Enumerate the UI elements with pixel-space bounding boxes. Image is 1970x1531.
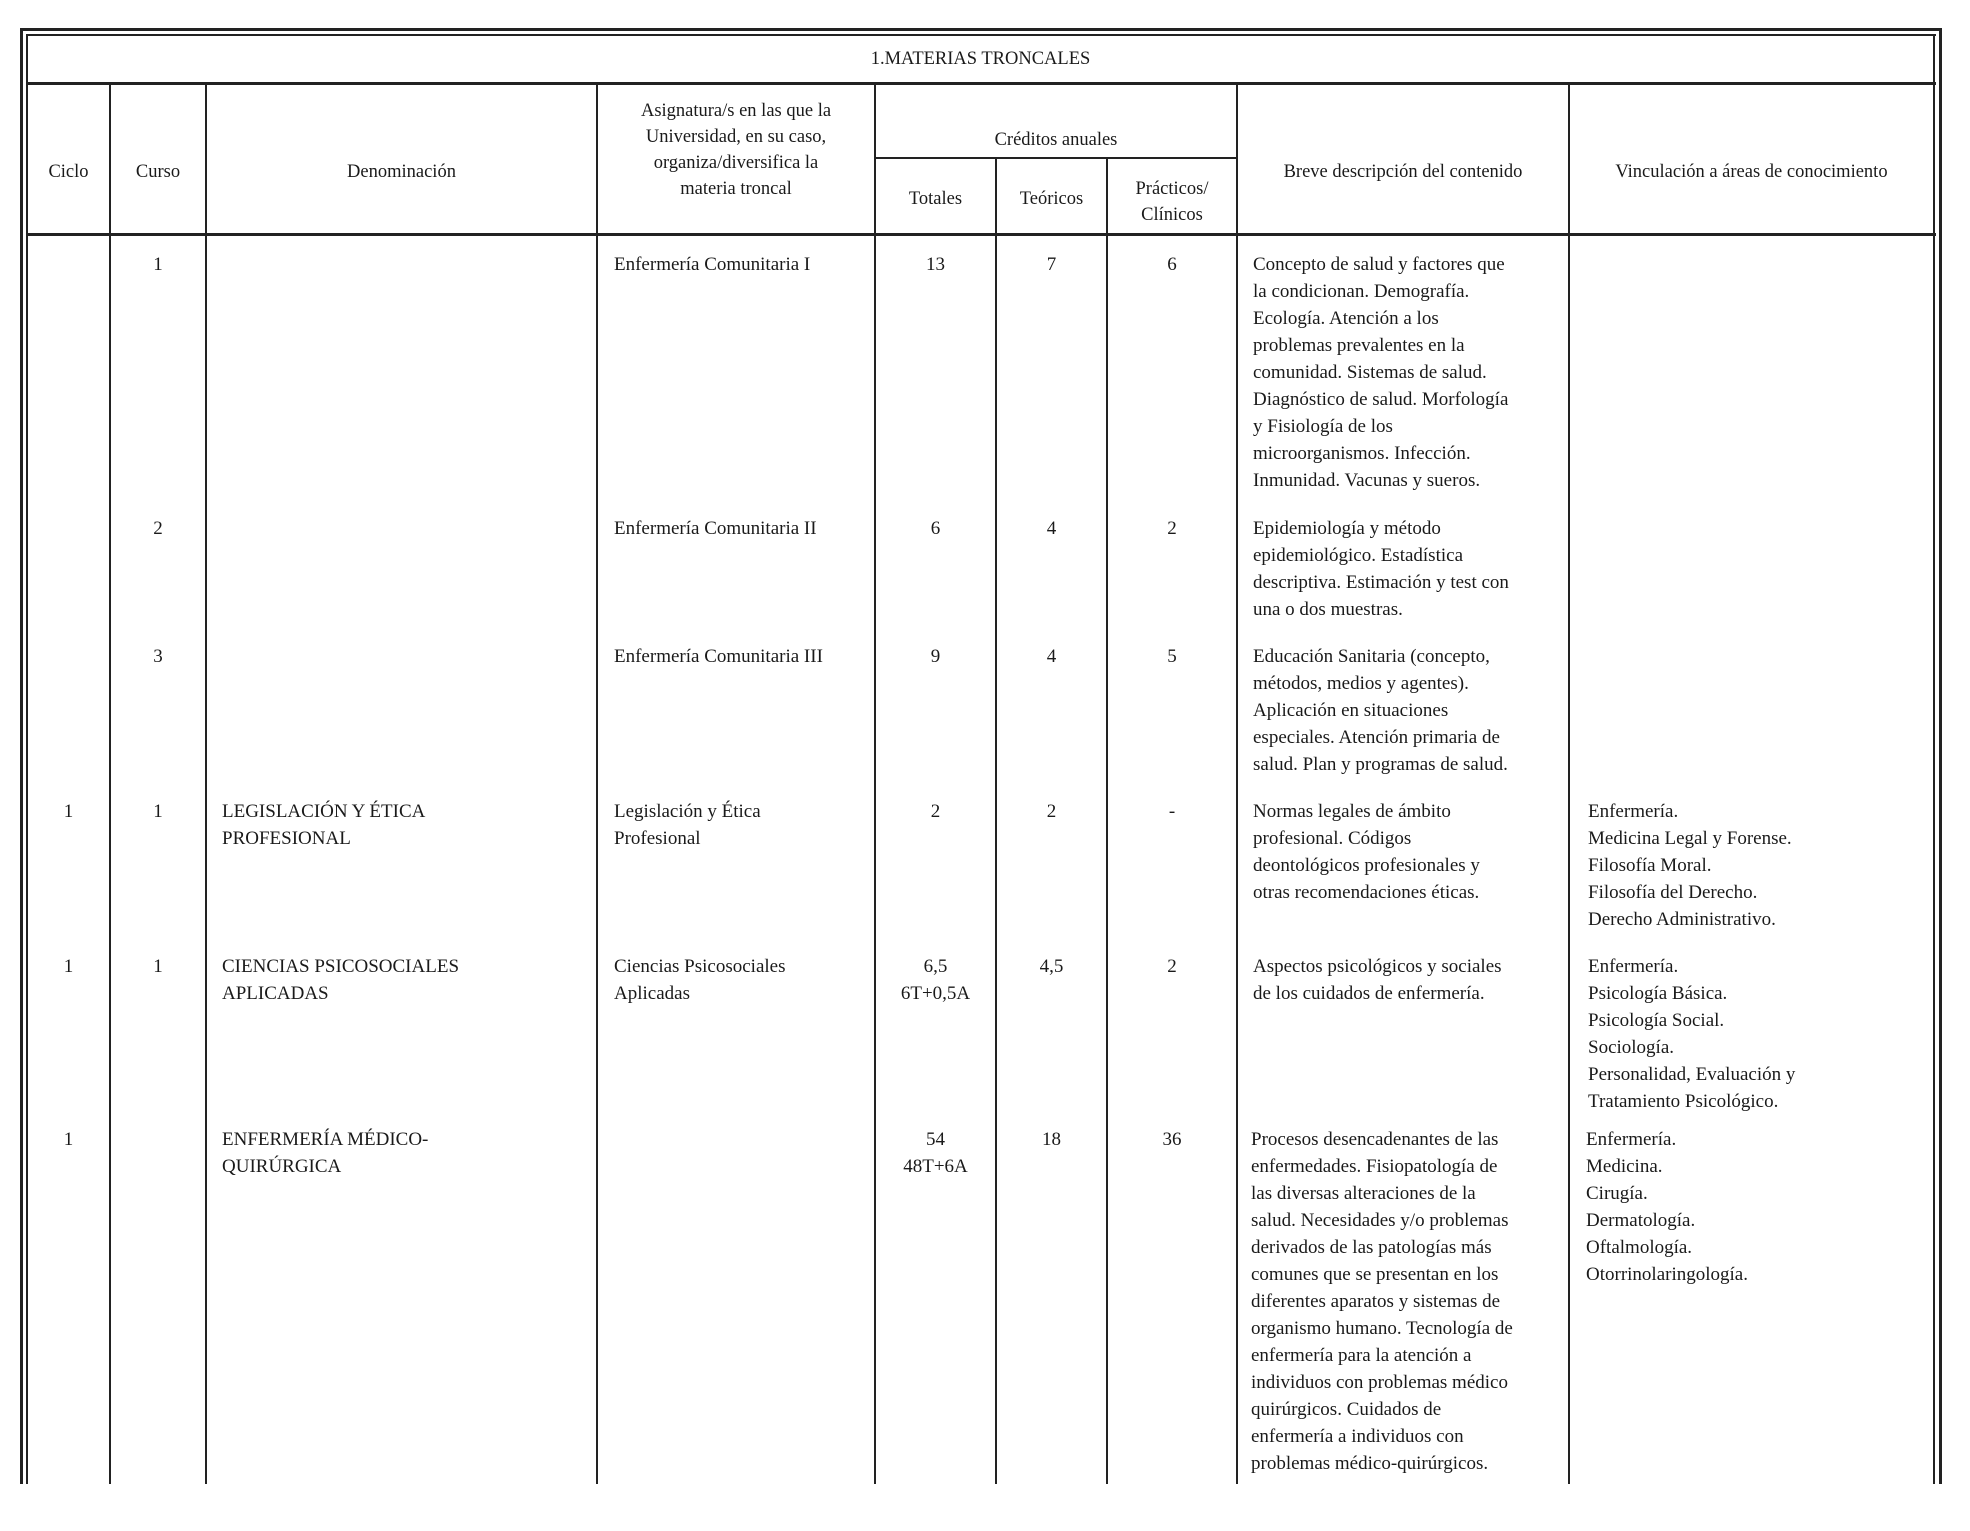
row-3-teoricos: 4 xyxy=(1046,646,1057,667)
row-4-vinculacion: Enfermería. Medicina Legal y Forense. Filosofía Moral. Filosofía del Derecho. Derecho Administrativo. xyxy=(1588,801,1792,930)
row-5-totales: 6,5 6T+0,5A xyxy=(900,956,971,1004)
row-3-curso: 3 xyxy=(153,646,163,667)
row-3-asignatura: Enfermería Comunitaria III xyxy=(614,646,823,667)
title-rule xyxy=(26,82,1936,85)
row-5-descripcion: Aspectos psicológicos y sociales de los cuidados de enfermería. xyxy=(1253,956,1502,1004)
row-6-descripcion: Procesos desencadenantes de las enfermedades. Fisiopatología de las diversas alteraciones de la salud. Necesidades y/o problemas derivados de las patologías más comunes que se presentan en los diferentes aparatos y sistemas de organismo humano. Tecnología de enfermería para la atención a individuos con problemas médico quirúrgicos. Cuidados de enfermería a individuos con problemas médico-quirúrgicos. xyxy=(1251,1129,1513,1474)
row-5-ciclo: 1 xyxy=(63,956,74,977)
row-5-practicos: 2 xyxy=(1167,956,1177,977)
row-1-asignatura: Enfermería Comunitaria I xyxy=(614,254,811,275)
frame-left-outer xyxy=(20,28,23,1484)
header-teoricos: Teóricos xyxy=(1019,189,1084,209)
row-1-totales: 13 xyxy=(926,254,945,275)
row-6-ciclo: 1 xyxy=(63,1129,74,1150)
row-2-asignatura: Enfermería Comunitaria II xyxy=(614,518,817,539)
row-5-asignatura: Ciencias Psicosociales Aplicadas xyxy=(614,956,786,1004)
row-1-practicos: 6 xyxy=(1167,254,1177,275)
header-bottom-rule xyxy=(26,233,1936,236)
frame-left-inner xyxy=(26,34,28,1484)
row-2-curso: 2 xyxy=(153,518,163,539)
row-4-totales: 2 xyxy=(930,801,941,822)
row-5-vinculacion: Enfermería. Psicología Básica. Psicología Social. Sociología. Personalidad, Evaluación y Tratamiento Psicológico. xyxy=(1588,956,1796,1112)
frame-right-inner xyxy=(1933,34,1935,1484)
header-denominacion: Denominación xyxy=(347,162,456,182)
header-creditos-anuales: Créditos anuales xyxy=(994,130,1118,150)
row-4-curso: 1 xyxy=(153,801,163,822)
header-ciclo: Ciclo xyxy=(48,162,89,182)
row-1-teoricos: 7 xyxy=(1046,254,1057,275)
row-1-descripcion: Concepto de salud y factores que la condicionan. Demografía. Ecología. Atención a los problemas prevalentes en la comunidad. Sistemas de salud. Diagnóstico de salud. Morfología y Fisiología de los microorganismos. Infección. Inmunidad. Vacunas y sueros. xyxy=(1253,254,1509,491)
row-2-teoricos: 4 xyxy=(1046,518,1057,539)
row-5-denominacion: CIENCIAS PSICOSOCIALES APLICADAS xyxy=(222,956,460,1004)
col-rule-2 xyxy=(205,82,207,1484)
row-6-vinculacion: Enfermería. Medicina. Cirugía. Dermatología. Oftalmología. Otorrinolaringología. xyxy=(1586,1129,1748,1285)
row-2-totales: 6 xyxy=(930,518,941,539)
row-6-practicos: 36 xyxy=(1162,1129,1182,1150)
row-5-teoricos: 4,5 xyxy=(1039,956,1064,977)
row-4-denominacion: LEGISLACIÓN Y ÉTICA PROFESIONAL xyxy=(222,801,426,849)
row-4-teoricos: 2 xyxy=(1046,801,1057,822)
row-3-descripcion: Educación Sanitaria (concepto, métodos, medios y agentes). Aplicación en situaciones especiales. Atención primaria de salud. Plan y programas de salud. xyxy=(1253,646,1508,775)
col-rule-8 xyxy=(1568,82,1570,1484)
frame-top-inner xyxy=(26,34,1936,36)
row-6-denominacion: ENFERMERÍA MÉDICO- QUIRÚRGICA xyxy=(222,1129,429,1177)
creditos-rule xyxy=(874,157,1238,159)
row-5-curso: 1 xyxy=(153,956,163,977)
row-6-teoricos: 18 xyxy=(1042,1129,1061,1150)
header-curso: Curso xyxy=(135,162,181,182)
row-4-practicos: - xyxy=(1168,801,1176,822)
frame-right-outer xyxy=(1939,28,1942,1484)
header-descripcion: Breve descripción del contenido xyxy=(1283,162,1523,182)
row-3-practicos: 5 xyxy=(1167,646,1177,667)
col-rule-3 xyxy=(596,82,598,1484)
frame-top-outer xyxy=(20,28,1942,31)
header-vinculacion: Vinculación a áreas de conocimiento xyxy=(1615,162,1888,182)
row-6-totales: 54 48T+6A xyxy=(903,1129,968,1177)
col-rule-7 xyxy=(1236,82,1238,1484)
row-4-descripcion: Normas legales de ámbito profesional. Códigos deontológicos profesionales y otras recomendaciones éticas. xyxy=(1253,801,1480,903)
col-rule-4 xyxy=(874,82,876,1484)
row-4-ciclo: 1 xyxy=(63,801,74,822)
row-3-totales: 9 xyxy=(930,646,941,667)
row-4-asignatura: Legislación y Ética Profesional xyxy=(614,801,761,849)
header-practicos-clinicos: Prácticos/ Clínicos xyxy=(1135,179,1209,225)
header-totales: Totales xyxy=(908,189,963,209)
table-title: 1.MATERIAS TRONCALES xyxy=(870,49,1091,69)
row-2-practicos: 2 xyxy=(1167,518,1177,539)
row-1-curso: 1 xyxy=(153,254,163,275)
row-2-descripcion: Epidemiología y método epidemiológico. Estadística descriptiva. Estimación y test con una o dos muestras. xyxy=(1253,518,1509,620)
header-asignaturas: Asignatura/s en las que la Universidad, en su caso, organiza/diversifica la materia troncal xyxy=(640,101,832,199)
col-rule-1 xyxy=(109,82,111,1484)
